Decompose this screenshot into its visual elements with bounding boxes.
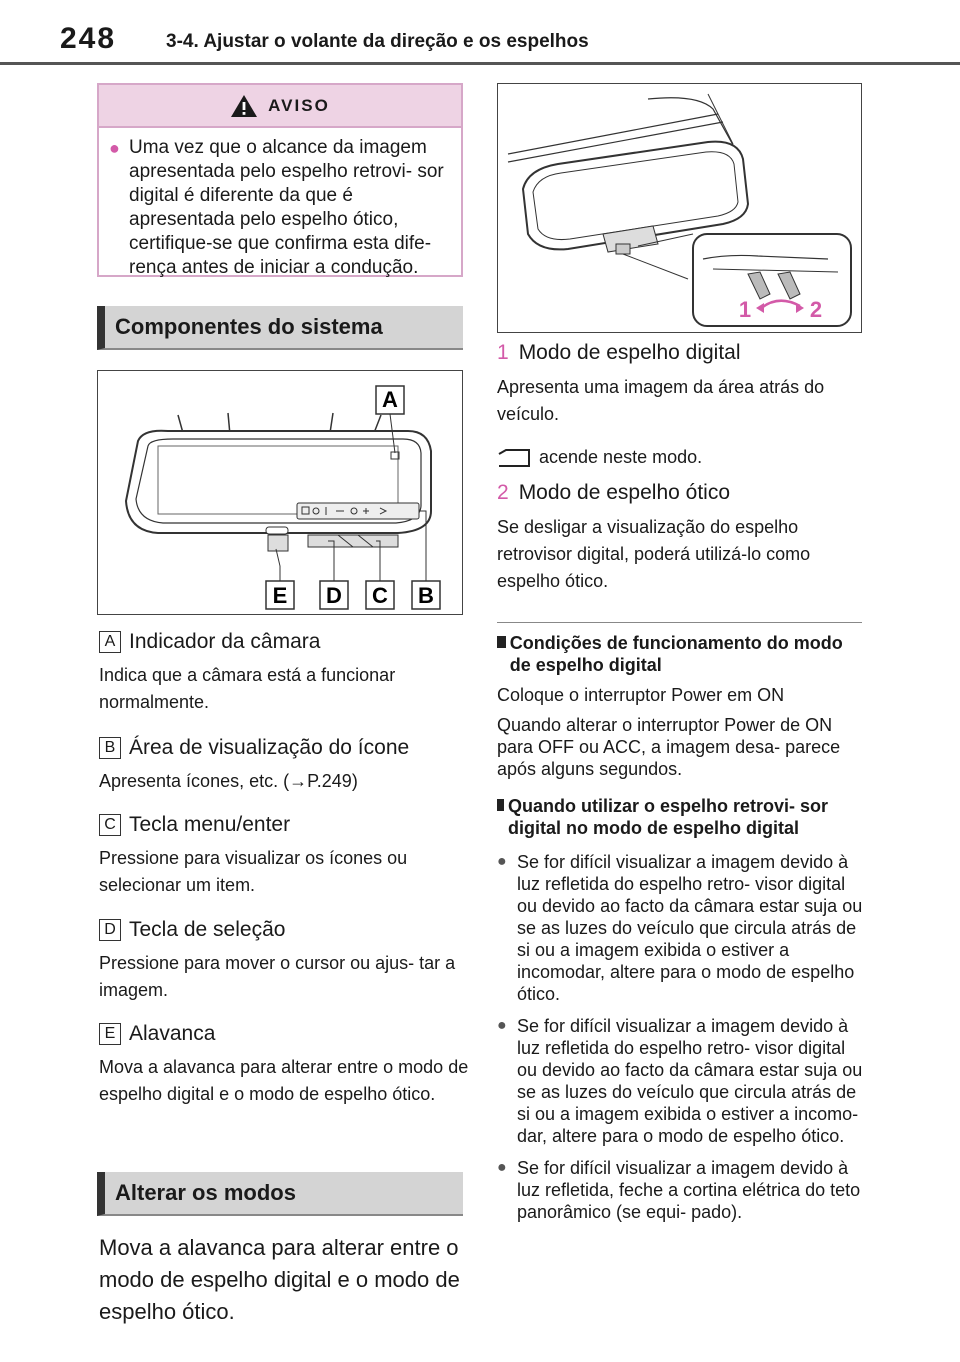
letter-badge: E (99, 1023, 121, 1045)
chapter-title: 3-4. Ajustar o volante da direção e os espelhos (166, 31, 589, 52)
usage-bullet-text: Se for difícil visualizar a imagem devido à luz refletida, feche a cortina elétrica do teto panorâmico (se equi- pado). (517, 1158, 861, 1222)
mode-number: 2 (497, 481, 509, 504)
bullet-icon: ● (497, 1017, 507, 1034)
component-item-c (99, 813, 469, 899)
mode-desc: Apresenta uma imagem da área atrás do veículo. (497, 377, 825, 424)
conditions-block (497, 632, 867, 780)
letter-badge: B (99, 737, 121, 759)
component-item-e (99, 1022, 469, 1108)
square-bullet-icon (497, 799, 504, 811)
usage-block (497, 795, 867, 1223)
section-divider (497, 622, 862, 623)
mirror-lever-illustration (498, 84, 860, 331)
mode-desc: Se desligar a visualização do espelho retrovisor digital, poderá utilizá-lo como espelho ótico. (497, 517, 811, 591)
component-desc: Pressione para visualizar os ícones ou selecionar um item. (99, 848, 408, 895)
mirror-components-figure (97, 370, 463, 615)
component-desc: Mova a alavanca para alterar entre o modo de espelho digital e o modo de espelho ótico. (99, 1057, 469, 1104)
component-title: Área de visualização do ícone (129, 736, 410, 759)
mode-title: Modo de espelho ótico (518, 481, 730, 504)
usage-bullet-text: Se for difícil visualizar a imagem devido à luz refletida do espelho retro- visor digital ou devido ao facto da câmara estar suja ou se as luzes do veículo que circula atrás de si ou a imagem exibida o estiver a incomo- dar, altere para o modo de espelho ótico. (517, 1016, 863, 1146)
component-item-d (99, 918, 469, 1004)
warning-triangle-icon (230, 94, 258, 118)
mode-item-2 (497, 481, 867, 595)
figure-label-c: C (372, 583, 388, 608)
mirror-illustration (98, 371, 461, 613)
component-desc: Pressione para mover o cursor ou ajus- tar a imagem. (99, 953, 456, 1000)
mode-item-1 (497, 341, 867, 471)
component-title: Alavanca (129, 1022, 216, 1045)
header-divider (0, 62, 960, 65)
bullet-icon: ● (497, 1159, 507, 1176)
mode-title: Modo de espelho digital (518, 341, 741, 364)
usage-bullet-2 (497, 1015, 867, 1147)
warning-text: Uma vez que o alcance da imagem apresentada pelo espelho retrovi- sor digital é diferente da que é apresentada pelo espelho ótico, certifique-se que confirma esta dife- rença antes de iniciar a condução. (129, 137, 444, 278)
usage-bullet-text: Se for difícil visualizar a imagem devido à luz refletida do espelho retro- visor digital ou devido ao facto da câmara estar suja ou se as luzes do veículo que circula atrás de si ou a imagem exibida o estiver a incomodar, altere para o modo de espelho ótico. (517, 852, 863, 1004)
figure-label-a: A (382, 387, 398, 412)
letter-badge: C (99, 814, 121, 836)
conditions-title: Condições de funcionamento do modo de espelho digital (509, 633, 843, 675)
square-bullet-icon (497, 636, 506, 648)
camera-indicator-icon (497, 448, 531, 468)
page-header (0, 0, 960, 66)
warning-title: AVISO (268, 95, 330, 115)
bullet-icon: ● (497, 853, 507, 870)
usage-bullet-3 (497, 1157, 867, 1223)
conditions-p1: Coloque o interruptor Power em ON (497, 685, 785, 705)
figure-label-1: 1 (738, 297, 752, 322)
figure-label-2: 2 (809, 297, 823, 322)
usage-title: Quando utilizar o espelho retrovi- sor digital no modo de espelho digital (508, 796, 829, 838)
usage-bullet-1 (497, 851, 867, 1005)
letter-badge: A (99, 631, 121, 653)
mode-note: acende neste modo. (539, 447, 703, 467)
warning-header (99, 85, 461, 128)
mirror-lever-figure (497, 83, 862, 333)
warning-body (99, 128, 461, 280)
modes-intro: Mova a alavanca para alterar entre o modo de espelho digital e o modo de espelho ótico. (99, 1235, 460, 1324)
letter-badge: D (99, 919, 121, 941)
mode-number: 1 (497, 341, 509, 364)
bullet-icon: ● (109, 138, 120, 158)
component-desc: Indica que a câmara está a funcionar normalmente. (99, 665, 396, 712)
conditions-p2: Quando alterar o interruptor Power de ON para OFF ou ACC, a imagem desa- parece após alguns segundos. (497, 715, 841, 779)
section-header-components: Componentes do sistema (97, 306, 463, 350)
figure-label-b: B (418, 583, 434, 608)
section-header-modes: Alterar os modos (97, 1172, 463, 1216)
page-number: 248 (60, 22, 117, 55)
figure-label-e: E (272, 583, 288, 608)
component-title: Indicador da câmara (129, 630, 321, 653)
warning-box (97, 83, 463, 277)
component-item-b (99, 736, 469, 795)
component-title: Tecla de seleção (129, 918, 286, 941)
component-desc: Apresenta ícones, etc. (→P.249) (99, 771, 358, 791)
component-item-a (99, 630, 469, 716)
component-title: Tecla menu/enter (129, 813, 291, 836)
figure-label-d: D (326, 583, 342, 608)
